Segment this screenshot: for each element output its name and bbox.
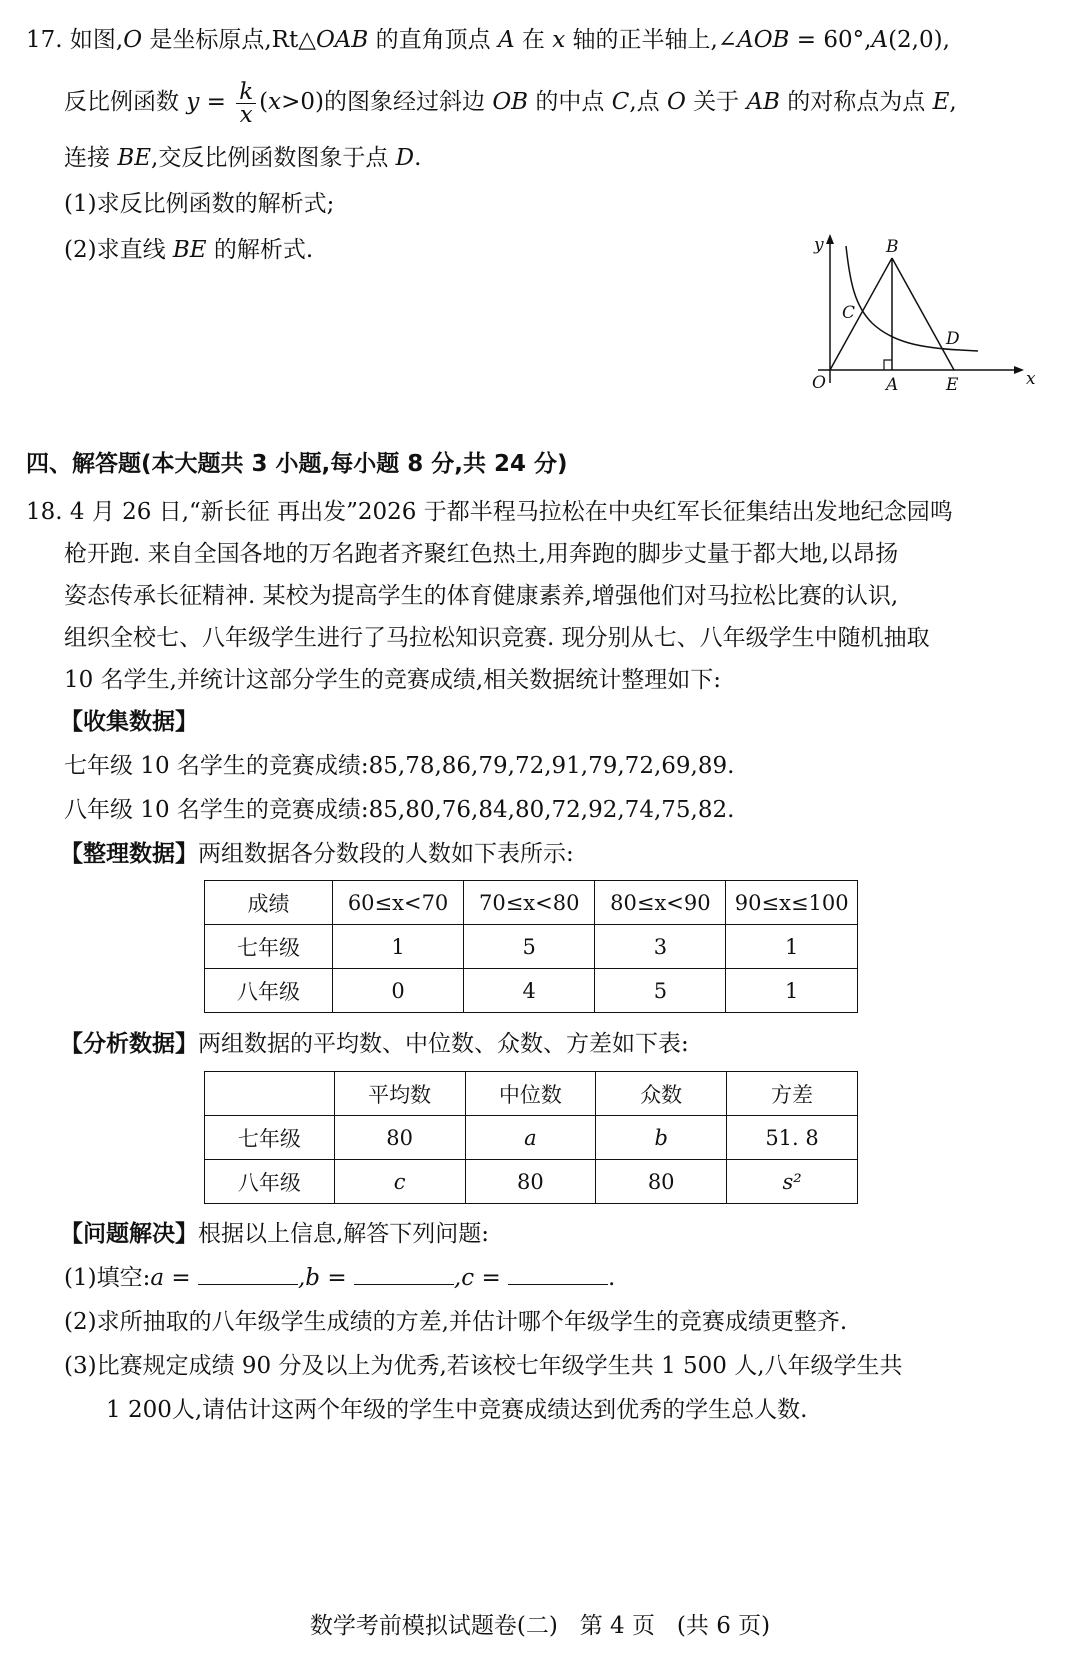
label-D: D (946, 329, 960, 349)
solve-label: 【问题解决】 (60, 1221, 198, 1247)
table-cell: 80 (596, 1160, 727, 1204)
organize-label: 【整理数据】 (60, 841, 198, 867)
segment-BE (892, 258, 954, 370)
segment-OB (830, 258, 892, 370)
q17-line2: 反比例函数 y = $\frac{k}{x}$ (x>0)的图象经过斜边 OB 的中点 C,点 O 关于 AB 的对称点为点 E, (64, 78, 957, 128)
table-row (205, 1160, 858, 1204)
q17-line1: 17. 如图,O 是坐标原点,Rt△OAB 的直角顶点 A 在 x 轴的正半轴上,∠AOB = 60°,A(2,0), (26, 27, 950, 53)
answer-blank-c[interactable] (508, 1262, 608, 1285)
table-header-cell: 成绩 (205, 881, 333, 925)
q18-sub1: (1)填空:a = ,b = ,c = . (64, 1262, 615, 1294)
table-header-cell: 60≤x<70 (332, 881, 463, 925)
grade7-scores: 七年级 10 名学生的竞赛成绩:85,78,86,79,72,91,79,72,69,89. (64, 753, 735, 779)
statistics-table (204, 1071, 858, 1204)
table-cell: c (334, 1160, 465, 1204)
table-header-cell: 平均数 (334, 1072, 465, 1116)
q18-para-line4: 组织全校七、八年级学生进行了马拉松知识竞赛. 现分别从七、八年级学生中随机抽取 (64, 625, 930, 651)
collect-label: 【收集数据】 (60, 709, 198, 735)
q17-sub1: (1)求反比例函数的解析式; (64, 191, 335, 217)
q17-sub2: (2)求直线 BE 的解析式. (64, 237, 314, 263)
table-cell: 1 (726, 969, 858, 1013)
table-header-cell: 中位数 (465, 1072, 596, 1116)
page-footer: 数学考前模拟试题卷(二) 第 4 页 (共 6 页) (309, 1613, 771, 1639)
label-B: B (886, 237, 899, 257)
analyze-label: 【分析数据】 (60, 1031, 198, 1057)
table-header-cell: 众数 (596, 1072, 727, 1116)
table-cell: s² (727, 1160, 858, 1204)
table-cell: a (465, 1116, 596, 1160)
table-cell: 80 (334, 1116, 465, 1160)
q18-para-line2: 枪开跑. 来自全国各地的万名跑者齐聚红色热土,用奔跑的脚步丈量于都大地,以昂扬 (64, 541, 899, 567)
question-number: 17. (26, 27, 63, 53)
label-O: O (812, 373, 826, 393)
table-cell: 1 (726, 925, 858, 969)
table-cell: 八年级 (205, 969, 333, 1013)
q18-para-line1: 18. 4 月 26 日,“新长征 再出发”2026 于都半程马拉松在中央红军长征集结出发地纪念园鸣 (26, 499, 953, 525)
table-cell: 5 (595, 969, 726, 1013)
table-cell: 七年级 (205, 925, 333, 969)
label-x: x (1026, 369, 1036, 389)
geometry-figure (800, 228, 1040, 408)
table-cell: 七年级 (205, 1116, 335, 1160)
table-cell: 80 (465, 1160, 596, 1204)
label-C: C (842, 303, 856, 323)
organize-line: 【整理数据】两组数据各分数段的人数如下表所示: (60, 841, 574, 867)
label-E: E (946, 375, 959, 395)
table-cell: 八年级 (205, 1160, 335, 1204)
q18-sub3-line2: 1 200人,请估计这两个年级的学生中竞赛成绩达到优秀的学生总人数. (106, 1397, 808, 1423)
table-row (205, 1116, 858, 1160)
table-row (205, 969, 858, 1013)
y-axis-arrow (826, 234, 834, 244)
analyze-line: 【分析数据】两组数据的平均数、中位数、众数、方差如下表: (60, 1031, 689, 1057)
table-row (205, 925, 858, 969)
table-cell: 5 (464, 925, 595, 969)
table-header-row (205, 881, 858, 925)
q18-sub2: (2)求所抽取的八年级学生成绩的方差,并估计哪个年级学生的竞赛成绩更整齐. (64, 1309, 848, 1335)
label-A: A (886, 375, 899, 395)
table-header-cell: 80≤x<90 (595, 881, 726, 925)
table-header-cell (205, 1072, 335, 1116)
label-y: y (814, 235, 824, 255)
right-angle-mark (884, 360, 892, 370)
answer-blank-a[interactable] (198, 1262, 298, 1285)
table-header-row (205, 1072, 858, 1116)
table-cell: 4 (464, 969, 595, 1013)
table-header-cell: 70≤x<80 (464, 881, 595, 925)
answer-blank-b[interactable] (354, 1262, 454, 1285)
grade8-scores: 八年级 10 名学生的竞赛成绩:85,80,76,84,80,72,92,74,75,82. (64, 797, 735, 823)
table-cell: 1 (332, 925, 463, 969)
table-cell: 51. 8 (727, 1116, 858, 1160)
table-cell: 0 (332, 969, 463, 1013)
section-heading: 四、解答题(本大题共 3 小题,每小题 8 分,共 24 分) (26, 451, 568, 477)
fraction-k-over-x: $\frac{k}{x}$ (236, 81, 256, 126)
table-cell: 3 (595, 925, 726, 969)
q18-para-line5: 10 名学生,并统计这部分学生的竞赛成绩,相关数据统计整理如下: (64, 667, 721, 693)
table-header-cell: 方差 (727, 1072, 858, 1116)
score-distribution-table (204, 880, 858, 1013)
q18-sub3-line1: (3)比赛规定成绩 90 分及以上为优秀,若该校七年级学生共 1 500 人,八年级学生共 (64, 1353, 903, 1379)
table-cell: b (596, 1116, 727, 1160)
q17-line3: 连接 BE,交反比例函数图象于点 D. (64, 145, 422, 171)
solve-line: 【问题解决】根据以上信息,解答下列问题: (60, 1221, 490, 1247)
q18-para-line3: 姿态传承长征精神. 某校为提高学生的体育健康素养,增强他们对马拉松比赛的认识, (64, 583, 899, 609)
x-axis-arrow (1014, 366, 1024, 374)
table-header-cell: 90≤x≤100 (726, 881, 858, 925)
